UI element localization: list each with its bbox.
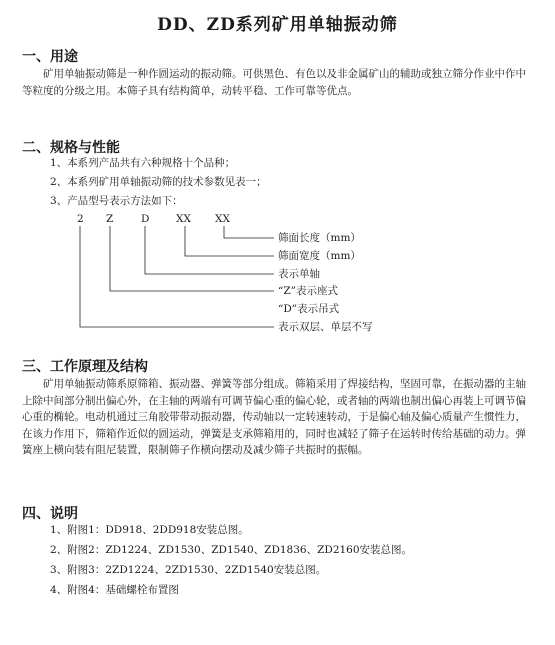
- note-item-3: 3、附图3：2ZD1224、2ZD1530、2ZD1540安装总图。: [50, 564, 327, 576]
- spec-item-3: 3、产品型号表示方法如下：: [50, 195, 183, 207]
- note-item-1: 1、附图1：DD918、2DD918安装总图。: [50, 524, 249, 536]
- label-hanging-type: “D”表示吊式: [278, 303, 340, 315]
- model-code-diagram: [0, 210, 555, 340]
- connector-mount-type: [110, 226, 274, 291]
- connector-width: [185, 226, 274, 256]
- model-code-mount: Z: [106, 213, 114, 225]
- model-code-length: XX: [215, 213, 230, 225]
- label-width: 筛面宽度（mm）: [278, 250, 361, 262]
- label-single-shaft: 表示单轴: [278, 268, 320, 280]
- label-seat-type: “Z”表示座式: [278, 285, 339, 297]
- section-heading-specs: 二、规格与性能: [22, 140, 120, 156]
- connector-length: [224, 226, 274, 238]
- model-code-shaft: D: [141, 213, 150, 225]
- section-heading-usage: 一、用途: [22, 49, 78, 65]
- note-item-2: 2、附图2：ZD1224、ZD1530、ZD1540、ZD1836、ZD2160安装总图。: [50, 544, 413, 556]
- label-layers: 表示双层、单层不写: [278, 321, 373, 333]
- note-item-4: 4、附图4：基础螺栓布置图: [50, 584, 179, 596]
- section-heading-notes: 四、说明: [22, 506, 78, 522]
- section-heading-principle: 三、工作原理及结构: [22, 359, 148, 375]
- page-title: DD、ZD系列矿用单轴振动筛: [157, 15, 398, 35]
- model-code-width: XX: [176, 213, 191, 225]
- model-code-layers: 2: [77, 213, 84, 225]
- spec-item-1: 1、本系列产品共有六种规格十个品种；: [50, 157, 236, 169]
- principle-paragraph: 矿用单轴振动筛系原筛箱、振动器、弹簧等部分组成。筛箱采用了焊接结构，坚固可靠，在振动器的主轴上除中间部分制出偏心外，在主轴的两端有可调节偏心重的偏心轮，或者轴的两端也制出偏心再装上可调节偏心重的椭轮。电动机通过三角胶带带动振动器，传动轴以一定转速转动，于是偏心轴及偏心质量产生惯性力，在该力作用下，筛箱作近似的圆运动，弹簧是支承筛箱用的，同时也减轻了筛子在运转时传给基础的动力。弹簧座上横向装有阻尼装置，限制筛子作横向摆动及减少筛子共振时的振幅。: [22, 378, 526, 456]
- usage-paragraph: 矿用单轴振动筛是一种作圆运动的振动筛。可供黑色、有色以及非金属矿山的辅助或独立筛分作业中作中等粒度的分级之用。本筛子具有结构简单，动转平稳、工作可靠等优点。: [22, 68, 526, 97]
- spec-item-2: 2、本系列矿用单轴振动筛的技术参数见表一；: [50, 176, 267, 188]
- label-length: 筛面长度（mm）: [278, 232, 361, 244]
- connector-layers: [80, 226, 274, 327]
- connector-single-shaft: [145, 226, 274, 274]
